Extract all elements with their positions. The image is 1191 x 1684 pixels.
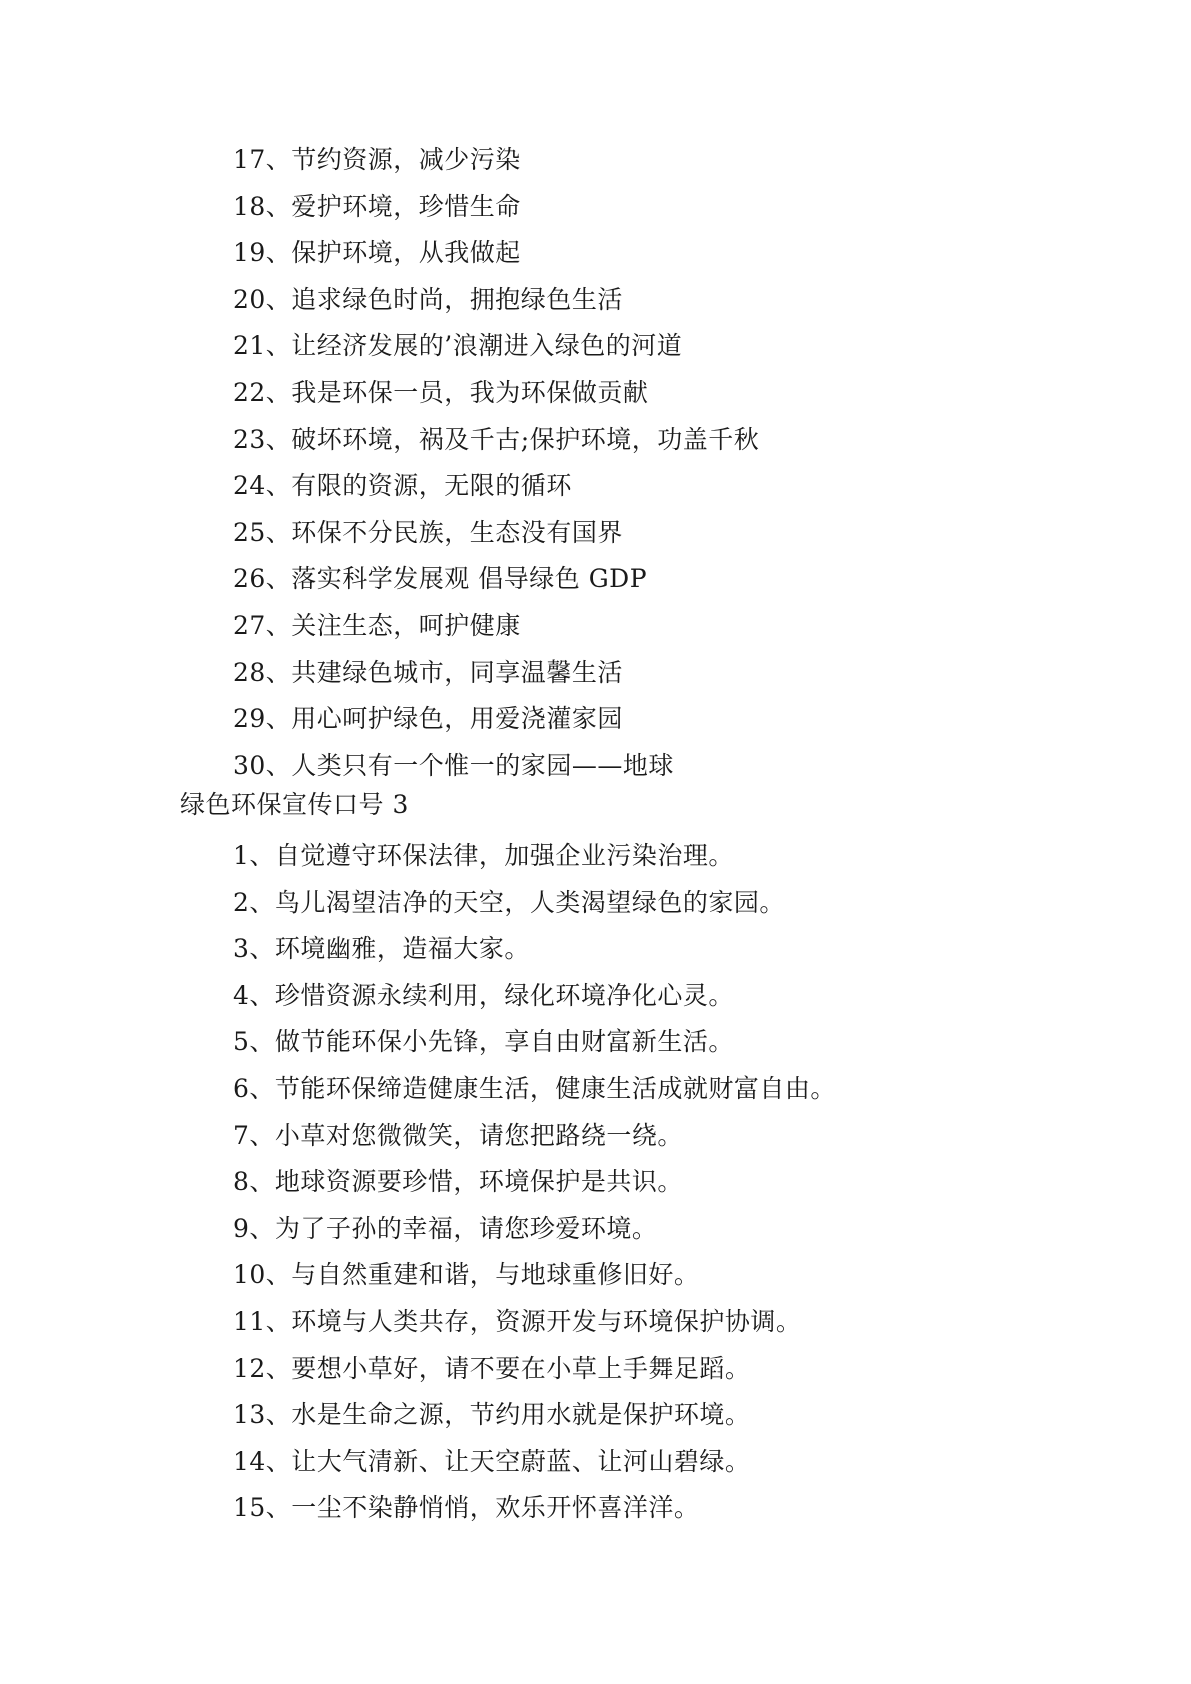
list-item: 1、自觉遵守环保法律，加强企业污染治理。 — [233, 841, 734, 870]
list-item: 20、追求绿色时尚，拥抱绿色生活 — [233, 284, 623, 314]
list-item: 18、爱护环境，珍惜生命 — [233, 191, 521, 221]
list-item: 22、我是环保一员，我为环保做贡献 — [233, 377, 649, 407]
list-item: 10、与自然重建和谐，与地球重修旧好。 — [233, 1260, 700, 1290]
list-item: 21、让经济发展的’浪潮进入绿色的河道 — [233, 331, 683, 361]
list-item: 23、破坏环境，祸及千古;保护环境，功盖千秋 — [233, 424, 760, 454]
list-item: 29、用心呵护绿色，用爱浇灌家园 — [233, 704, 623, 734]
list-item: 13、水是生命之源，节约用水就是保护环境。 — [233, 1400, 751, 1430]
section-title: 绿色环保宣传口号 3 — [180, 790, 409, 819]
list-item: 8、地球资源要珍惜，环境保护是共识。 — [233, 1167, 683, 1197]
list-item: 5、做节能环保小先锋，享自由财富新生活。 — [233, 1027, 734, 1057]
list-item: 4、珍惜资源永续利用，绿化环境净化心灵。 — [233, 980, 734, 1010]
list-item: 25、环保不分民族，生态没有国界 — [233, 517, 623, 547]
slogan-list-continued — [0, 137, 1191, 789]
list-item: 30、人类只有一个惟一的家园——地球 — [233, 750, 674, 780]
list-item: 3、环境幽雅，造福大家。 — [233, 934, 530, 964]
list-item: 11、环境与人类共存，资源开发与环境保护协调。 — [233, 1306, 802, 1336]
list-item: 9、为了子孙的幸福，请您珍爱环境。 — [233, 1213, 658, 1243]
list-item: 15、一尘不染静悄悄，欢乐开怀喜洋洋。 — [233, 1493, 700, 1523]
list-item: 27、关注生态，呵护健康 — [233, 610, 521, 640]
list-item: 12、要想小草好，请不要在小草上手舞足蹈。 — [233, 1353, 751, 1383]
list-item: 14、让大气清新、让天空蔚蓝、让河山碧绿。 — [233, 1446, 751, 1476]
slogan-list — [0, 833, 1191, 1532]
list-item: 2、鸟儿渴望洁净的天空，人类渴望绿色的家园。 — [233, 887, 785, 917]
section-heading — [0, 782, 1191, 829]
list-item: 6、节能环保缔造健康生活，健康生活成就财富自由。 — [233, 1073, 836, 1103]
list-item: 17、节约资源，减少污染 — [233, 145, 521, 174]
list-item: 28、共建绿色城市，同享温馨生活 — [233, 657, 623, 687]
list-item: 24、有限的资源，无限的循环 — [233, 471, 572, 501]
list-item: 7、小草对您微微笑，请您把路绕一绕。 — [233, 1120, 683, 1150]
list-item: 26、落实科学发展观 倡导绿色 GDP — [233, 564, 648, 594]
list-item: 19、保护环境，从我做起 — [233, 238, 521, 268]
